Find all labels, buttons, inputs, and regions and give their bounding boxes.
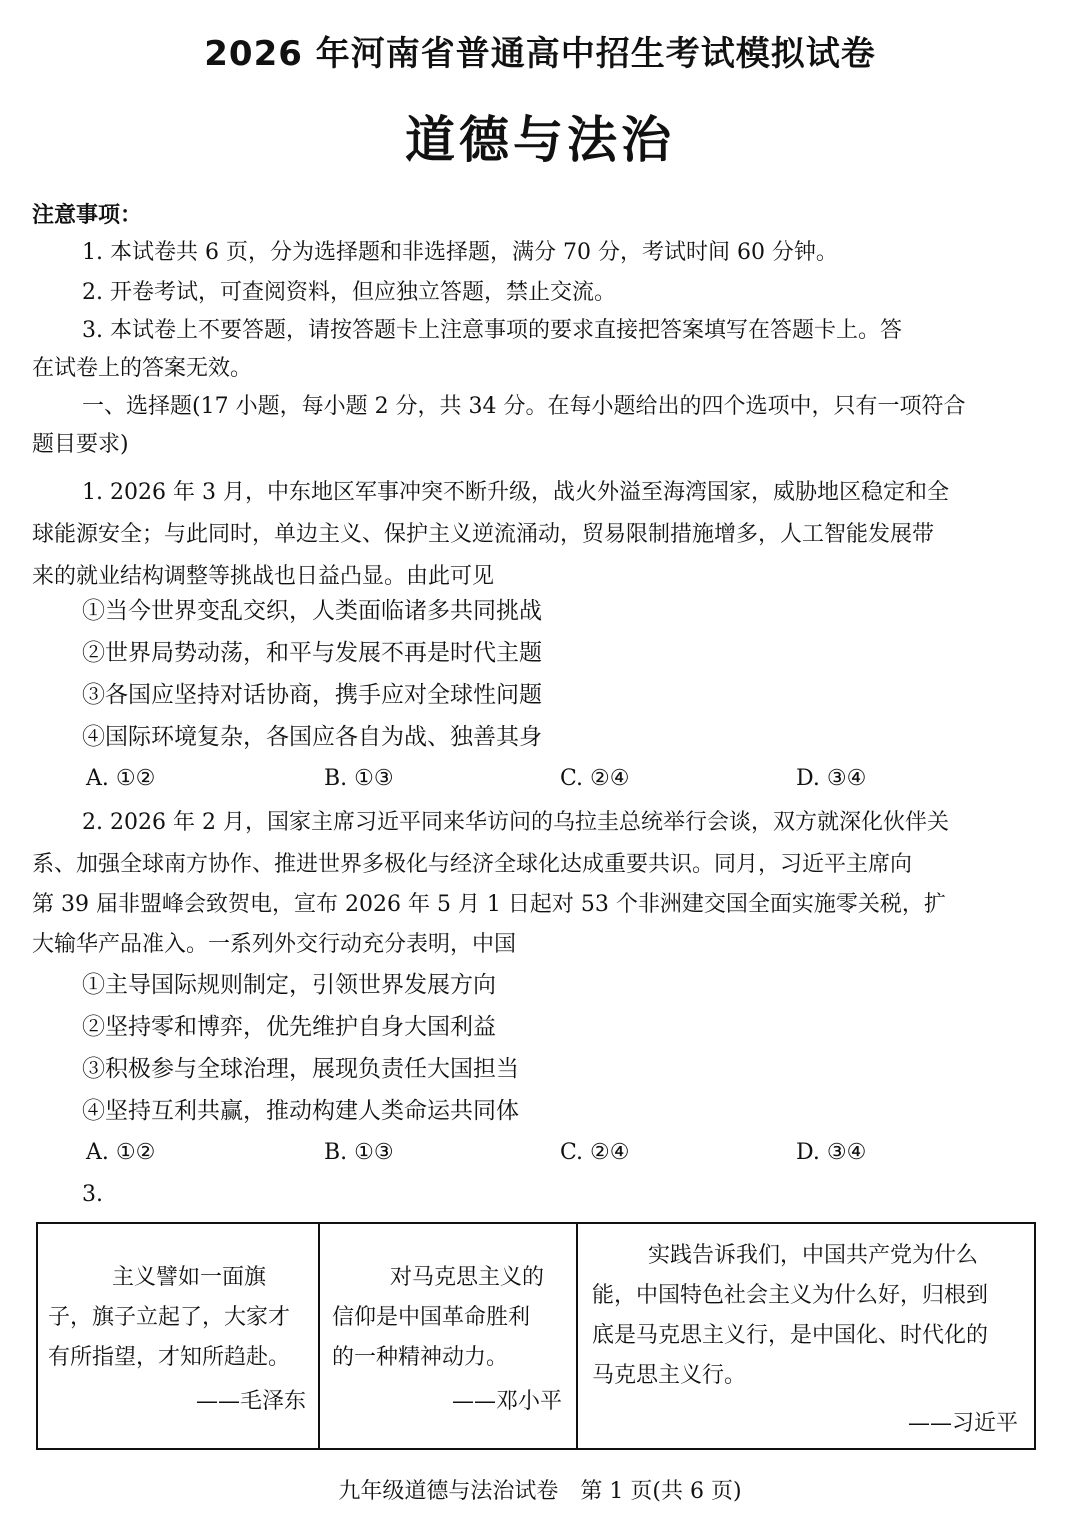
quote-table bbox=[36, 1222, 1036, 1450]
quote-line: 主义譬如一面旗 bbox=[112, 1265, 267, 1290]
subject-title: 道德与法治 bbox=[405, 111, 675, 169]
quote-text bbox=[332, 1258, 572, 1378]
q1-option-1: ①当今世界变乱交织，人类面临诸多共同挑战 bbox=[82, 598, 542, 624]
quote-line: 对马克思主义的 bbox=[390, 1265, 545, 1290]
quote-line: 的一种精神动力。 bbox=[332, 1345, 509, 1370]
q1-option-4: ④国际环境复杂，各国应各自为战、独善其身 bbox=[82, 724, 542, 750]
q1-choice-c: C. ②④ bbox=[560, 766, 630, 791]
quote-line: 子，旗子立起了，大家才 bbox=[48, 1305, 291, 1330]
q1-option-2: ②世界局势动荡，和平与发展不再是时代主题 bbox=[82, 640, 542, 666]
quote-cell-deng bbox=[320, 1224, 578, 1448]
q1-choice-d: D. ③④ bbox=[796, 766, 867, 791]
q2-choice-d: D. ③④ bbox=[796, 1140, 867, 1165]
section-heading-cont: 题目要求) bbox=[32, 432, 129, 457]
quote-line: 信仰是中国革命胜利 bbox=[332, 1305, 531, 1330]
notes-item-3-cont: 在试卷上的答案无效。 bbox=[32, 356, 253, 381]
q2-stem-line2: 系、加强全球南方协作、推进世界多极化与经济全球化达成重要共识。同月，习近平主席向 bbox=[32, 852, 913, 877]
quote-author: ——习近平 bbox=[907, 1411, 1018, 1436]
quote-text bbox=[592, 1236, 1026, 1396]
q3-number: 3. bbox=[82, 1182, 103, 1207]
notes-item-3: 3. 本试卷上不要答题，请按答题卡上注意事项的要求直接把答案填写在答题卡上。答 bbox=[82, 318, 902, 343]
exam-title: 2026 年河南省普通高中招生考试模拟试卷 bbox=[204, 34, 876, 74]
q1-choice-a: A. ①② bbox=[86, 766, 156, 791]
q2-choice-c: C. ②④ bbox=[560, 1140, 630, 1165]
quote-line: 有所指望，才知所趋赴。 bbox=[48, 1345, 291, 1370]
q2-option-3: ③积极参与全球治理，展现负责任大国担当 bbox=[82, 1056, 519, 1082]
q1-stem-line2: 球能源安全；与此同时，单边主义、保护主义逆流涌动，贸易限制措施增多，人工智能发展带 bbox=[32, 522, 935, 547]
notes-heading: 注意事项： bbox=[32, 202, 143, 228]
quote-line: 实践告诉我们，中国共产党为什么 bbox=[648, 1243, 979, 1268]
q1-stem-line1: 1. 2026 年 3 月，中东地区军事冲突不断升级，战火外溢至海湾国家，威胁地区稳定和全 bbox=[82, 480, 949, 505]
q2-choice-b: B. ①③ bbox=[324, 1140, 394, 1165]
q2-choice-a: A. ①② bbox=[86, 1140, 156, 1165]
q1-stem-line3: 来的就业结构调整等挑战也日益凸显。由此可见 bbox=[32, 564, 495, 589]
quote-text bbox=[48, 1258, 312, 1378]
q2-stem-line1: 2. 2026 年 2 月，国家主席习近平同来华访问的乌拉圭总统举行会谈，双方就深化伙伴关 bbox=[82, 810, 949, 835]
q2-option-4: ④坚持互利共赢，推动构建人类命运共同体 bbox=[82, 1098, 519, 1124]
quote-author: ——邓小平 bbox=[451, 1389, 562, 1414]
page-footer: 九年级道德与法治试卷 第 1 页(共 6 页) bbox=[338, 1479, 742, 1504]
quote-author: ——毛泽东 bbox=[195, 1389, 306, 1414]
q2-option-1: ①主导国际规则制定，引领世界发展方向 bbox=[82, 972, 496, 998]
q2-option-2: ②坚持零和博弈，优先维护自身大国利益 bbox=[82, 1014, 496, 1040]
notes-item-1: 1. 本试卷共 6 页，分为选择题和非选择题，满分 70 分，考试时间 60 分钟。 bbox=[82, 240, 838, 265]
section-heading: 一、选择题(17 小题，每小题 2 分，共 34 分。在每小题给出的四个选项中，只有一项符合 bbox=[82, 394, 966, 419]
q1-choice-b: B. ①③ bbox=[324, 766, 394, 791]
quote-line: 底是马克思主义行，是中国化、时代化的 bbox=[592, 1323, 989, 1348]
notes-item-2: 2. 开卷考试，可查阅资料，但应独立答题，禁止交流。 bbox=[82, 280, 616, 305]
quote-cell-mao bbox=[38, 1224, 320, 1448]
quote-line: 马克思主义行。 bbox=[592, 1363, 747, 1388]
q1-option-3: ③各国应坚持对话协商，携手应对全球性问题 bbox=[82, 682, 542, 708]
q2-stem-line3: 第 39 届非盟峰会致贺电，宣布 2026 年 5 月 1 日起对 53 个非洲建交国全面实施零关税，扩 bbox=[32, 892, 946, 917]
q2-stem-line4: 大输华产品准入。一系列外交行动充分表明，中国 bbox=[32, 932, 517, 957]
quote-line: 能，中国特色社会主义为什么好，归根到 bbox=[592, 1283, 989, 1308]
quote-cell-xi bbox=[578, 1224, 1034, 1448]
